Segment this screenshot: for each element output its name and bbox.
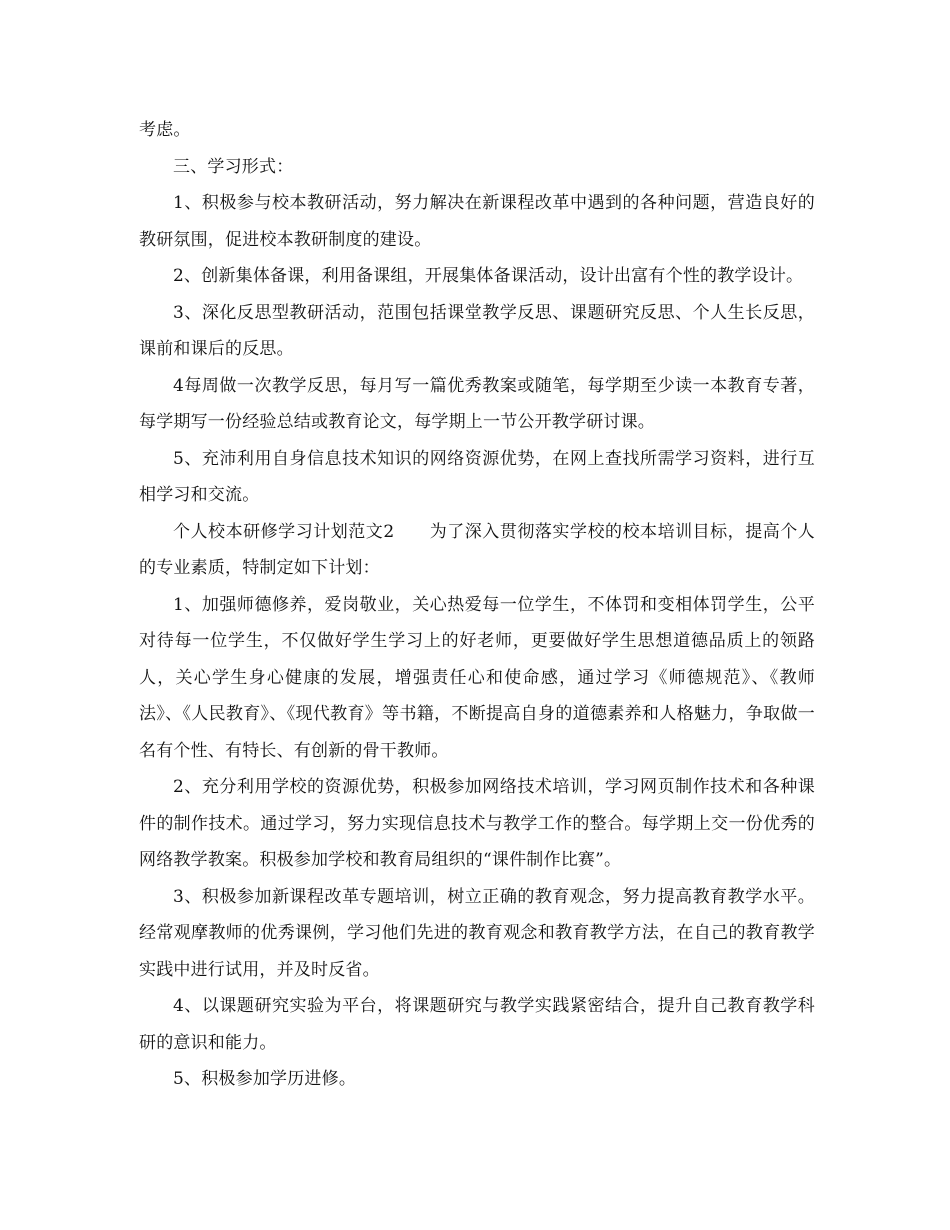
paragraph-item-3: 3、深化反思型教研活动，范围包括课堂教学反思、课题研究反思、个人生长反思，课前和课后的反思。 (139, 302, 815, 359)
paragraph-item-4: 4每周做一次教学反思，每月写一篇优秀教案或随笔，每学期至少读一本教育专著，每学期写一份经验总结或教育论文，每学期上一节公开教学研讨课。 (139, 375, 815, 432)
paragraph-plan-item-5: 5、积极参加学历进修。 (173, 1069, 357, 1089)
paragraph-continuation: 考虑。 (139, 120, 191, 140)
paragraph-plan-item-1: 1、加强师德修养，爱岗敬业，关心热爱每一位学生，不体罚和变相体罚学生，公平对待每一位学生，不仅做好学生学习上的好老师，更要做好学生思想道德品质上的领路人，关心学生身心健康的发展，增强责任心和使命感，通过学习《师德规范》、《教师法》、《人民教育》、《现代教育》等书籍，不断提高自身的道德素养和人格魅力，争取做一名有个性、有特长、有创新的骨干教师。 (139, 594, 815, 761)
paragraph-item-5: 5、充沛利用自身信息技术知识的网络资源优势，在网上查找所需学习资料，进行互相学习和交流。 (139, 448, 815, 505)
paragraph-sample-2-intro: 个人校本研修学习计划范文2 为了深入贯彻落实学校的校本培训目标，提高个人的专业素质，特制定如下计划： (139, 521, 815, 578)
paragraph-item-1: 1、积极参与校本教研活动，努力解决在新课程改革中遇到的各种问题，营造良好的教研氛围，促进校本教研制度的建设。 (139, 193, 815, 250)
paragraph-plan-item-4: 4、以课题研究实验为平台，将课题研究与教学实践紧密结合，提升自己教育教学科研的意识和能力。 (139, 996, 815, 1053)
paragraph-item-2: 2、创新集体备课，利用备课组，开展集体备课活动，设计出富有个性的教学设计。 (173, 266, 804, 286)
paragraph-plan-item-3: 3、积极参加新课程改革专题培训，树立正确的教育观念，努力提高教育教学水平。经常观摩教师的优秀课例，学习他们先进的教育观念和教育教学方法，在自己的教育教学实践中进行试用，并及时反省。 (139, 886, 815, 980)
section-heading-learning-form: 三、学习形式： (173, 156, 294, 177)
document-body (139, 112, 815, 1098)
paragraph-plan-item-2: 2、充分利用学校的资源优势，积极参加网络技术培训，学习网页制作技术和各种课件的制作技术。通过学习，努力实现信息技术与教学工作的整合。每学期上交一份优秀的网络教学教案。积极参加学校和教育局组织的“课件制作比赛”。 (139, 777, 815, 870)
